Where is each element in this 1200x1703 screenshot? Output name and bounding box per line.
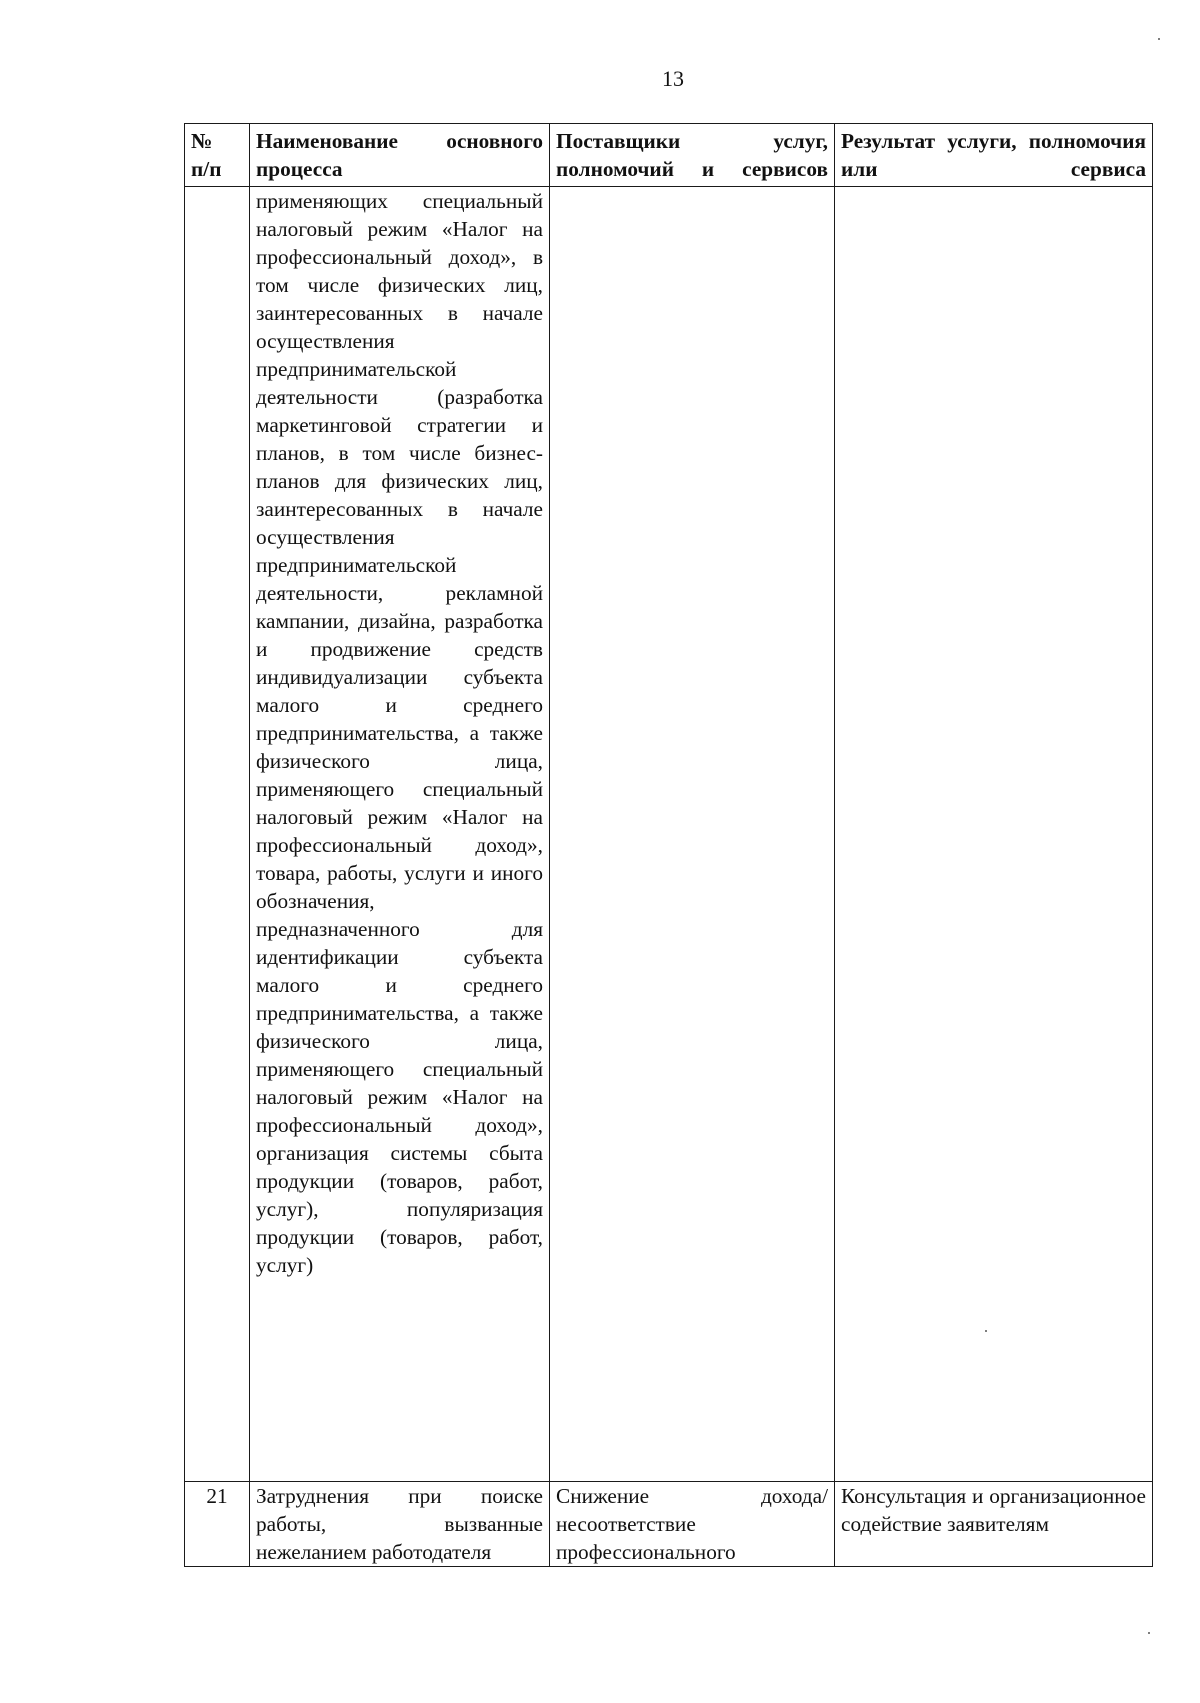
row-result [835, 187, 1153, 1482]
table-row [185, 1482, 1153, 1567]
scan-speck [985, 1330, 987, 1332]
process-table [184, 123, 1153, 1567]
row-process-name: Затруднения при поиске работы, вызванные нежеланием работодателя [250, 1482, 550, 1567]
row-process-name: применяющих специальный налоговый режим «Налог на профессиональный доход», в том числе физических лиц, заинтересованных в начале осуществления предпринимательской деятельности (разработка маркетинговой стратегии и планов, в том числе бизнес-планов для физических лиц, заинтересованных в начале осуществления предпринимательской деятельности, рекламной кампании, дизайна, разработка и продвижение средств индивидуализации субъекта малого и среднего предпринимательства, а также физического лица, применяющего специальный налоговый режим «Налог на профессиональный доход», товара, работы, услуги и иного обозначения, предназначенного для идентификации субъекта малого и среднего предпринимательства, а также физического лица, применяющего специальный налоговый режим «Налог на профессиональный доход», организация системы сбыта продукции (товаров, работ, услуг), популяризация продукции (товаров, работ, услуг) [250, 187, 550, 1482]
header-providers: Поставщики услуг, полномочий и сервисов [550, 124, 835, 187]
table-row [185, 187, 1153, 1482]
scan-speck [1158, 38, 1160, 40]
header-num-line1: № [191, 129, 213, 153]
header-num-line2: п/п [191, 157, 222, 181]
table-header-row [185, 124, 1153, 187]
page-number: 13 [662, 66, 684, 91]
row-num: 21 [185, 1482, 250, 1567]
row-providers [550, 187, 835, 1482]
header-result: Результат услуги, полномочия или сервиса [835, 124, 1153, 187]
header-process-name: Наименование основного процесса [250, 124, 550, 187]
row-providers: Снижение дохода/ несоответствие профессионального [550, 1482, 835, 1567]
scan-speck [1148, 1632, 1150, 1634]
header-num [185, 124, 250, 187]
row-num [185, 187, 250, 1482]
row-result: Консультация и организационное содействие заявителям [835, 1482, 1153, 1567]
